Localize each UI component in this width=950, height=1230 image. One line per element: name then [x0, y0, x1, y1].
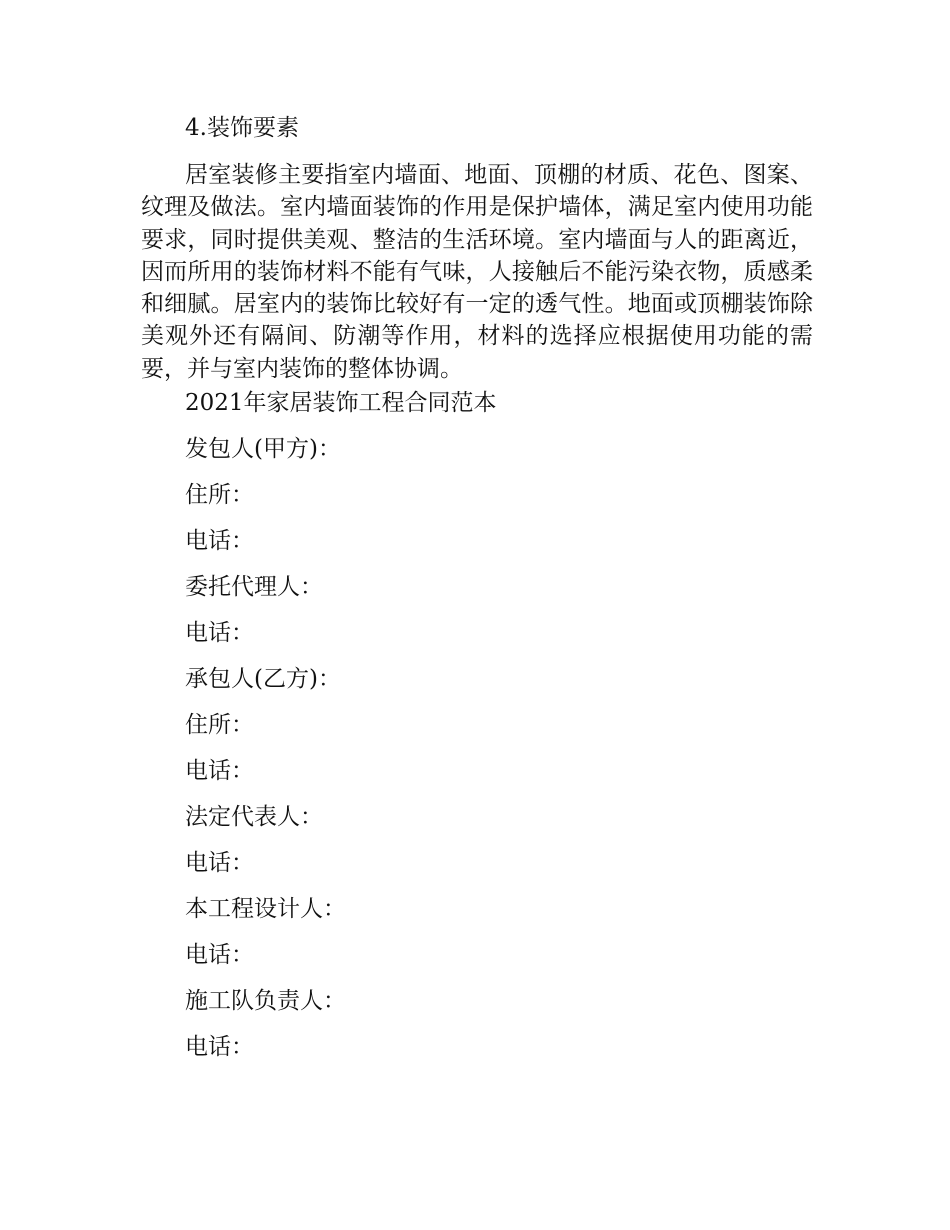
field-designer: 本工程设计人： — [185, 896, 346, 922]
field-party-b-phone: 电话： — [185, 758, 254, 784]
field-agent: 委托代理人： — [185, 574, 323, 600]
field-legal-rep-phone: 电话： — [185, 850, 254, 876]
contract-title: 2021年家居装饰工程合同范本 — [185, 390, 497, 416]
field-party-b: 承包人(乙方)： — [185, 666, 341, 692]
field-party-a-address: 住所： — [185, 482, 254, 508]
field-party-a: 发包人(甲方)： — [185, 436, 341, 462]
field-party-a-phone: 电话： — [185, 528, 254, 554]
section-heading: 4.装饰要素 — [185, 115, 299, 141]
field-party-b-address: 住所： — [185, 712, 254, 738]
field-legal-rep: 法定代表人： — [185, 804, 323, 830]
field-crew-lead: 施工队负责人： — [185, 988, 346, 1014]
field-agent-phone: 电话： — [185, 620, 254, 646]
field-designer-phone: 电话： — [185, 942, 254, 968]
body-paragraph: 居室装修主要指室内墙面、地面、顶棚的材质、花色、图案、纹理及做法。室内墙面装饰的作用是保护墙体，满足室内使用功能要求，同时提供美观、整洁的生活环境。室内墙面与人的距离近，因而所用的装饰材料不能有气味，人接触后不能污染衣物，质感柔和细腻。居室内的装饰比较好有一定的透气性。地面或顶棚装饰除美观外还有隔间、防潮等作用，材料的选择应根据使用功能的需要，并与室内装饰的整体协调。 — [141, 162, 813, 382]
field-crew-lead-phone: 电话： — [185, 1034, 254, 1060]
